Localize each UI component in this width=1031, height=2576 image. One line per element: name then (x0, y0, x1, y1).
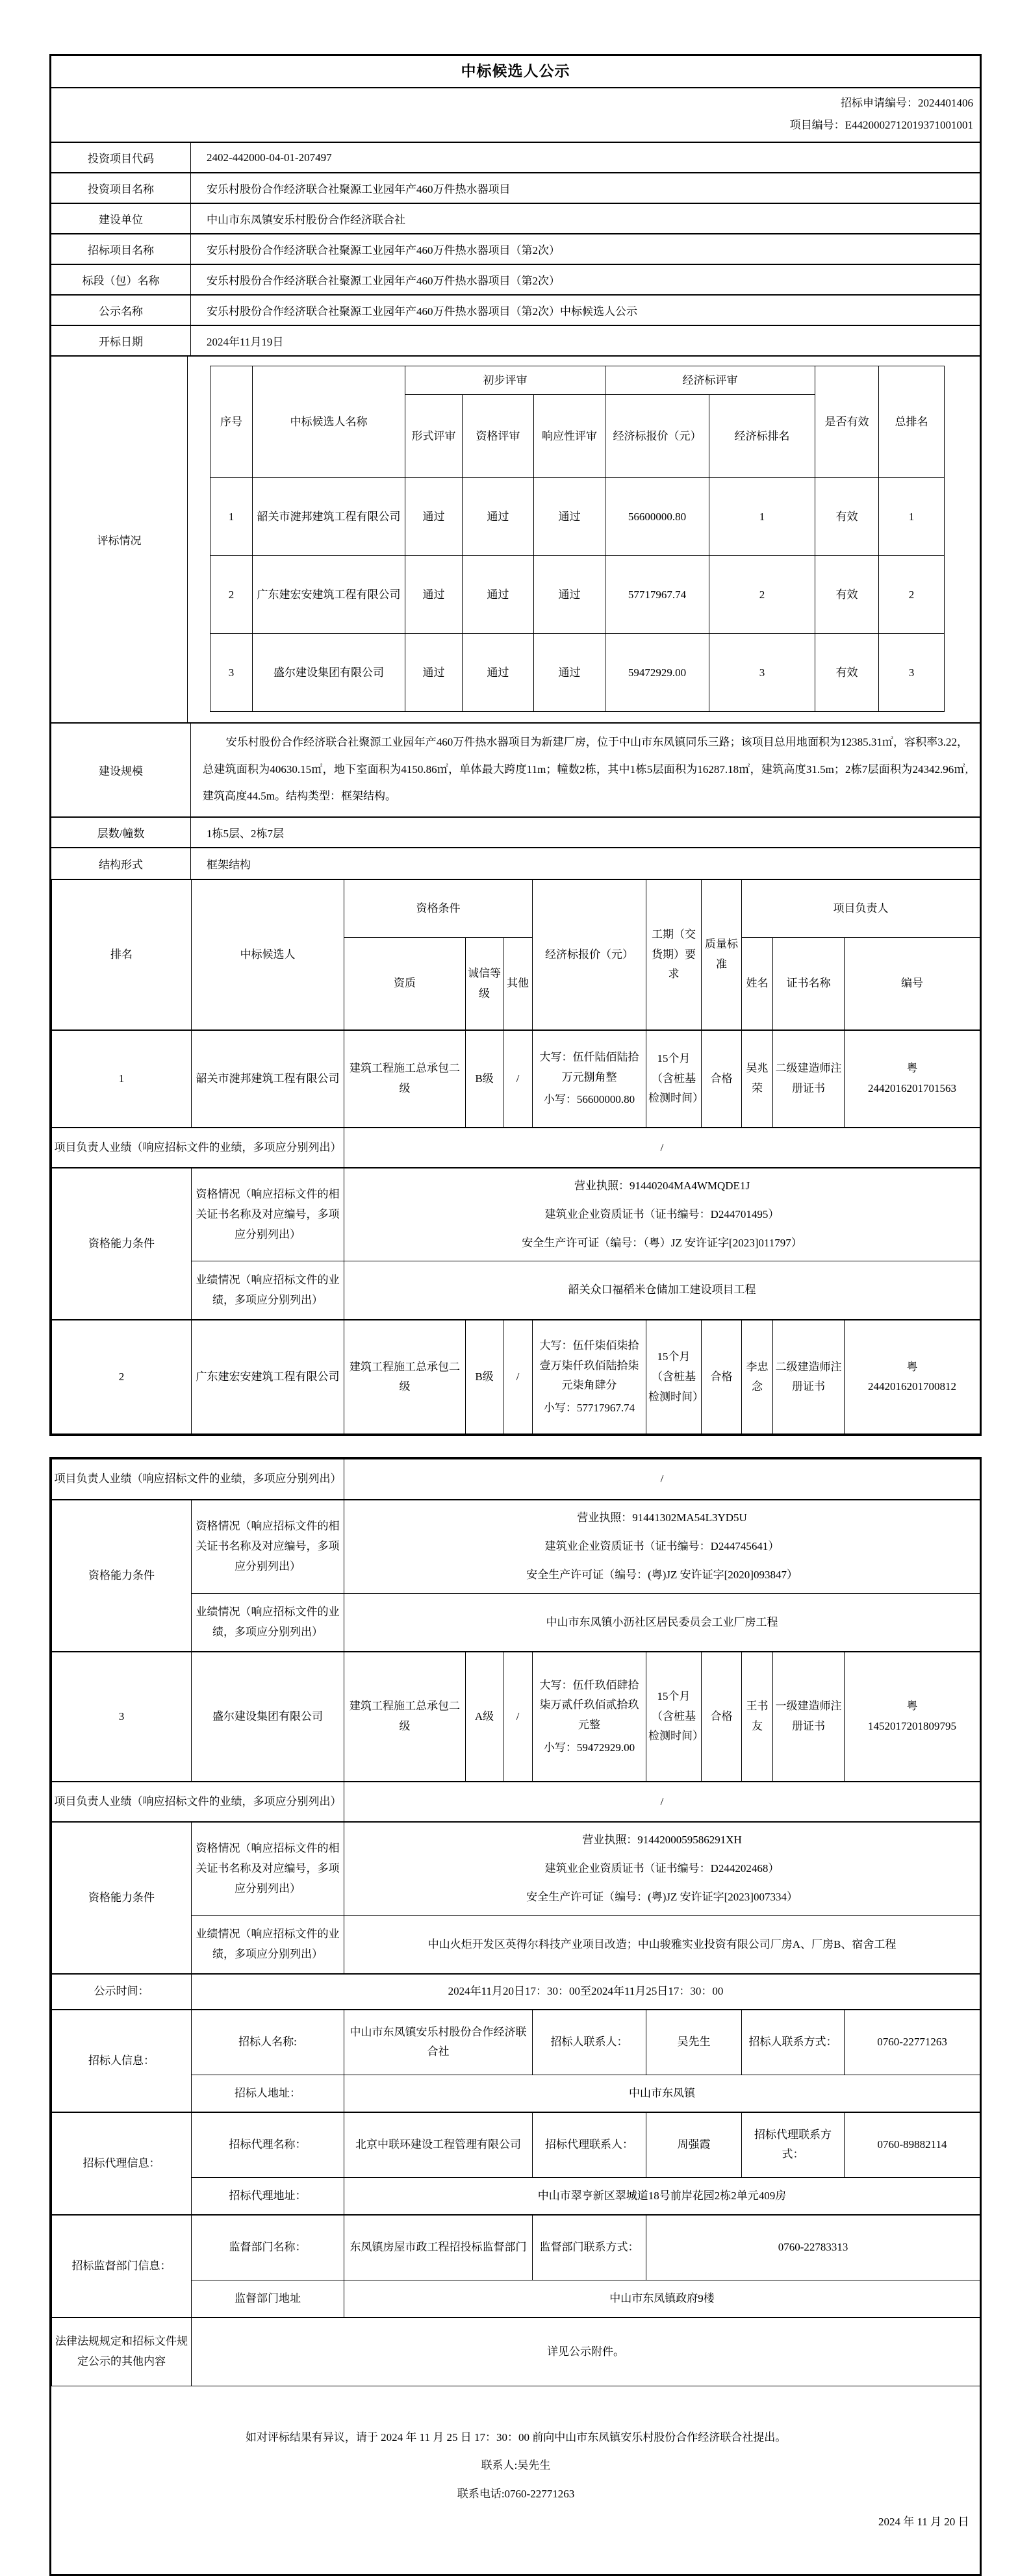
info-row (51, 326, 980, 357)
cert-no-cell (845, 1030, 980, 1128)
other: / (503, 1030, 533, 1128)
info-value: 中山市东凤镇安乐村股份合作经济联合社 (207, 214, 405, 226)
qual-item: 营业执照：91440204MA4WMQDE1J (574, 1179, 750, 1192)
agency-addr: 中山市翠亨新区翠城道18号前岸花园2栋2单元409房 (344, 2177, 980, 2215)
info-value: 安乐村股份合作经济联合社聚源工业园年产460万件热水器项目（第2次） (207, 275, 560, 287)
leader-perf-label: 项目负责人业绩（响应招标文件的业绩，多项应分别列出） (52, 1459, 344, 1500)
qual-items (344, 1822, 980, 1915)
form-review: 通过 (405, 634, 463, 712)
eval-row-1 (210, 478, 945, 556)
seq: 3 (210, 634, 253, 712)
price-words: 大写：伍仟玖佰肆拾柒万贰仟玖佰贰拾玖元整 (539, 1678, 639, 1732)
structure-label: 结构形式 (51, 848, 191, 879)
cert-no: 2442016201701563 (868, 1081, 957, 1094)
candidate-2-qual-status-row (52, 1500, 980, 1593)
col-quality: 质量标准 (702, 879, 742, 1030)
tenderer-row-b (52, 2075, 980, 2112)
supervision-section-label: 招标监督部门信息： (52, 2215, 192, 2317)
announcement-block-1 (49, 54, 982, 1436)
candidate-2-perf-status-row (52, 1593, 980, 1652)
candidate-name: 韶关市湕邦建筑工程有限公司 (253, 478, 405, 556)
col-leader: 项目负责人 (742, 879, 980, 938)
info-row (51, 234, 980, 265)
col-prelim-review: 初步评审 (405, 366, 605, 395)
econ-rank: 2 (709, 556, 815, 634)
qual-status-label: 资格情况（响应招标文件的相关证书名称及对应编号，多项应分别列出） (192, 1168, 344, 1261)
econ-rank: 1 (709, 478, 815, 556)
valid: 有效 (815, 634, 879, 712)
col-rank: 排名 (52, 879, 192, 1030)
info-label: 开标日期 (51, 326, 191, 355)
info-row (51, 296, 980, 326)
publicity-time-row (52, 1974, 980, 2010)
footer-row (52, 2386, 980, 2574)
col-cert: 证书名称 (773, 938, 845, 1030)
agency-section-label: 招标代理信息： (52, 2112, 192, 2215)
candidate-3-main-row (52, 1652, 980, 1782)
agency-name-label: 招标代理名称： (192, 2112, 344, 2177)
info-row (51, 143, 980, 173)
floors-row (51, 818, 980, 848)
scale-label: 建设规模 (51, 724, 191, 816)
perf-status-label: 业绩情况（响应招标文件的业绩，多项应分别列出） (192, 1593, 344, 1652)
form-review: 通过 (405, 556, 463, 634)
page-break-gap (49, 1436, 982, 1457)
price-cell (533, 1030, 646, 1128)
other: / (503, 1652, 533, 1782)
qual-items (344, 1168, 980, 1261)
announcement-date: 2024 年 11 月 20 日 (878, 2516, 969, 2529)
tenderer-section-label: 招标人信息： (52, 2010, 192, 2112)
col-credit: 诚信等级 (466, 938, 503, 1030)
candidate-3-qual-status-row (52, 1822, 980, 1915)
tenderer-contact: 吴先生 (646, 2010, 742, 2075)
tenderer-phone-label: 招标人联系方式： (742, 2010, 845, 2075)
perf-value: 中山火炬开发区英得尔科技产业项目改造；中山骏雅实业投资有限公司厂房A、厂房B、宿舍工程 (344, 1915, 980, 1974)
candidate-1-perf-status-row (52, 1261, 980, 1320)
info-label: 标段（包）名称 (51, 265, 191, 294)
candidate-name: 盛尔建设集团有限公司 (253, 634, 405, 712)
seq: 2 (210, 556, 253, 634)
supervision-row-b (52, 2280, 980, 2317)
info-value: 安乐村股份合作经济联合社聚源工业园年产460万件热水器项目（第2次） (207, 244, 560, 257)
econ-price: 59472929.00 (605, 634, 709, 712)
page-title: 中标候选人公示 (51, 56, 980, 88)
evaluation-section-label: 评标情况 (51, 357, 188, 722)
leader-perf-value: / (344, 1459, 980, 1500)
info-value: 2024年11月19日 (207, 336, 284, 348)
resp-review: 通过 (534, 556, 605, 634)
agency-name: 北京中联环建设工程管理有限公司 (344, 2112, 533, 2177)
doc-numbers (51, 88, 980, 143)
supervision-row-a (52, 2215, 980, 2280)
col-duration: 工期（交货期）要求 (646, 879, 702, 1030)
supervision-name-label: 监督部门名称： (192, 2215, 344, 2280)
valid: 有效 (815, 556, 879, 634)
candidate-detail-table-1 (51, 879, 980, 1435)
econ-price: 57717967.74 (605, 556, 709, 634)
rank: 3 (52, 1652, 192, 1782)
candidate-name: 盛尔建设集团有限公司 (192, 1652, 344, 1782)
price-words: 大写：伍仟柒佰柒拾壹万柒仟玖佰陆拾柒元柒角肆分 (539, 1339, 639, 1392)
credit-grade: B级 (466, 1320, 503, 1434)
candidate-3-perf-status-row (52, 1915, 980, 1974)
info-value: 2402-442000-04-01-207497 (207, 151, 332, 164)
total-rank: 1 (879, 478, 945, 556)
quality: 合格 (702, 1652, 742, 1782)
price-figures: 小写：56600000.80 (543, 1093, 635, 1106)
rank: 1 (52, 1030, 192, 1128)
supervision-addr-label: 监督部门地址 (192, 2280, 344, 2317)
col-form-review: 形式评审 (405, 395, 463, 478)
eval-row-2 (210, 556, 945, 634)
info-label: 建设单位 (51, 204, 191, 233)
resp-review: 通过 (534, 634, 605, 712)
quality: 合格 (702, 1030, 742, 1128)
candidate-2-main-row (52, 1320, 980, 1434)
publicity-value: 2024年11月20日17：30：00至2024年11月25日17：30：00 (192, 1974, 980, 2010)
evaluation-table (210, 366, 945, 712)
qual-status-label: 资格情况（响应招标文件的相关证书名称及对应编号，多项应分别列出） (192, 1822, 344, 1915)
candidate-name: 广东建宏安建筑工程有限公司 (192, 1320, 344, 1434)
candidate-name: 韶关市湕邦建筑工程有限公司 (192, 1030, 344, 1128)
form-review: 通过 (405, 478, 463, 556)
col-price: 经济标报价（元） (533, 879, 646, 1030)
col-candidate-name: 中标候选人名称 (253, 366, 405, 478)
candidate-1-main-row (52, 1030, 980, 1128)
legal-row (52, 2317, 980, 2386)
evaluation-table-wrap (188, 357, 980, 722)
publicity-label: 公示时间： (52, 1974, 192, 2010)
duration: 15个月（含桩基检测时间） (646, 1652, 702, 1782)
qual-item: 建筑业企业资质证书（证书编号：D244745641） (544, 1540, 780, 1553)
info-label: 招标项目名称 (51, 234, 191, 264)
qual-ability-label: 资格能力条件 (52, 1500, 192, 1652)
cert-no-cell (845, 1652, 980, 1782)
price-cell (533, 1320, 646, 1434)
candidate-2-leader-perf-row (52, 1459, 980, 1500)
perf-status-label: 业绩情况（响应招标文件的业绩，多项应分别列出） (192, 1915, 344, 1974)
eval-row-3 (210, 634, 945, 712)
price-figures: 小写：57717967.74 (543, 1401, 635, 1414)
cert-name: 二级建造师注册证书 (773, 1030, 845, 1128)
contact-person: 联系人:吴先生 (481, 2459, 551, 2472)
legal-value: 详见公示附件。 (192, 2317, 980, 2386)
supervision-name: 东凤镇房屋市政工程招投标监督部门 (344, 2215, 533, 2280)
info-row (51, 265, 980, 296)
other: / (503, 1320, 533, 1434)
qual-review: 通过 (463, 478, 534, 556)
floors-label: 层数/幢数 (51, 818, 191, 847)
floors-value: 1栋5层、2栋7层 (207, 827, 284, 840)
col-total-rank: 总排名 (879, 366, 945, 478)
cert-province: 粤 (906, 1360, 918, 1373)
person-name: 王书友 (742, 1652, 773, 1782)
qual-ability-label: 资格能力条件 (52, 1822, 192, 1974)
qual-ability-label: 资格能力条件 (52, 1168, 192, 1320)
cert-no: 2442016201700812 (868, 1380, 957, 1393)
scale-text: 安乐村股份合作经济联合社聚源工业园年产460万件热水器项目为新建厂房，位于中山市东凤镇同乐三路；该项目总用地面积为12385.31㎡，容积率3.22，总建筑面积为40630.15㎡，地下室面积为4150.86㎡，单体最大跨度11m；幢数2栋，其中1栋5层面积为16287.18㎡，建筑高度31.5m；2栋7层面积为24342.96㎡,建筑高度44.5m。结构类型：框架结构。 (203, 736, 968, 803)
price-cell (533, 1652, 646, 1782)
qual-item: 营业执照：91441302MA54L3YD5U (577, 1511, 747, 1524)
qual-item: 安全生产许可证（编号：（粤）JZ 安许证字[2023]011797） (522, 1237, 802, 1250)
candidate-1-qual-status-row (52, 1168, 980, 1261)
total-rank: 2 (879, 556, 945, 634)
col-seq: 序号 (210, 366, 253, 478)
cert-name: 二级建造师注册证书 (773, 1320, 845, 1434)
leader-perf-label: 项目负责人业绩（响应招标文件的业绩，多项应分别列出） (52, 1782, 344, 1822)
tenderer-row-a (52, 2010, 980, 2075)
tenderer-contact-label: 招标人联系人： (533, 2010, 646, 2075)
evaluation-section (51, 357, 980, 724)
credit-grade: A级 (466, 1652, 503, 1782)
total-rank: 3 (879, 634, 945, 712)
candidate-detail-table-2 (51, 1459, 980, 2574)
seq: 1 (210, 478, 253, 556)
perf-status-label: 业绩情况（响应招标文件的业绩，多项应分别列出） (192, 1261, 344, 1320)
agency-row-a (52, 2112, 980, 2177)
col-candidate: 中标候选人 (192, 879, 344, 1030)
price-figures: 小写：59472929.00 (543, 1741, 635, 1754)
apply-number: 招标申请编号：2024401406 (841, 97, 973, 109)
structure-row (51, 848, 980, 879)
tenderer-phone: 0760-22771263 (845, 2010, 980, 2075)
leader-perf-label: 项目负责人业绩（响应招标文件的业绩，多项应分别列出） (52, 1128, 344, 1168)
col-cert-no: 编号 (845, 938, 980, 1030)
col-econ-price: 经济标报价（元） (605, 395, 709, 478)
agency-phone-label: 招标代理联系方式： (742, 2112, 845, 2177)
qualification: 建筑工程施工总承包二级 (344, 1320, 466, 1434)
agency-phone: 0760-89882114 (845, 2112, 980, 2177)
econ-price: 56600000.80 (605, 478, 709, 556)
valid: 有效 (815, 478, 879, 556)
qual-item: 安全生产许可证（编号：(粤)JZ 安许证字[2020]093847） (526, 1569, 798, 1582)
qual-item: 建筑业企业资质证书（证书编号：D244701495） (544, 1208, 780, 1221)
tenderer-name-label: 招标人名称: (192, 2010, 344, 2075)
cert-no-cell (845, 1320, 980, 1434)
col-valid: 是否有效 (815, 366, 879, 478)
tenderer-addr-label: 招标人地址： (192, 2075, 344, 2112)
perf-value: 中山市东凤镇小沥社区居民委员会工业厂房工程 (344, 1593, 980, 1652)
info-row (51, 204, 980, 234)
scale-row (51, 724, 980, 818)
qual-review: 通过 (463, 556, 534, 634)
col-person: 姓名 (742, 938, 773, 1030)
price-words: 大写：伍仟陆佰陆拾万元捌角整 (539, 1051, 639, 1083)
leader-perf-value: / (344, 1782, 980, 1822)
col-econ-rank: 经济标排名 (709, 395, 815, 478)
tenderer-addr: 中山市东凤镇 (344, 2075, 980, 2112)
project-number: 项目编号：E4420002712019371001001 (789, 119, 973, 131)
agency-contact-label: 招标代理联系人： (533, 2112, 646, 2177)
person-name: 李忠念 (742, 1320, 773, 1434)
duration: 15个月（含桩基检测时间） (646, 1030, 702, 1128)
cert-province: 粤 (906, 1062, 918, 1075)
qual-item: 安全生产许可证（编号：(粤)JZ 安许证字[2023]007334） (526, 1891, 798, 1904)
info-label: 投资项目名称 (51, 173, 191, 203)
supervision-phone: 0760-22783313 (646, 2215, 980, 2280)
perf-value: 韶关众口福稻米仓储加工建设项目工程 (344, 1261, 980, 1320)
legal-label: 法律法规规定和招标文件规定公示的其他内容 (52, 2317, 192, 2386)
cert-province: 粤 (906, 1700, 918, 1713)
qual-item: 营业执照：9144200059586291XH (582, 1834, 742, 1847)
agency-row-b (52, 2177, 980, 2215)
col-qualification: 资质 (344, 938, 466, 1030)
structure-value: 框架结构 (207, 858, 251, 871)
col-econ-review: 经济标评审 (605, 366, 815, 395)
info-row (51, 173, 980, 204)
qual-review: 通过 (463, 634, 534, 712)
qual-item: 建筑业企业资质证书（证书编号：D244202468） (544, 1862, 780, 1875)
econ-rank: 3 (709, 634, 815, 712)
qualification: 建筑工程施工总承包二级 (344, 1030, 466, 1128)
person-name: 吴兆荣 (742, 1030, 773, 1128)
info-value: 安乐村股份合作经济联合社聚源工业园年产460万件热水器项目（第2次）中标候选人公示 (207, 305, 637, 318)
col-qual-review: 资格评审 (463, 395, 534, 478)
cert-name: 一级建造师注册证书 (773, 1652, 845, 1782)
candidate-3-leader-perf-row (52, 1782, 980, 1822)
col-other: 其他 (503, 938, 533, 1030)
rank: 2 (52, 1320, 192, 1434)
agency-contact: 周强霞 (646, 2112, 742, 2177)
candidate-1-leader-perf-row (52, 1128, 980, 1168)
leader-perf-value: / (344, 1128, 980, 1168)
qual-items (344, 1500, 980, 1593)
agency-addr-label: 招标代理地址： (192, 2177, 344, 2215)
supervision-phone-label: 监督部门联系方式： (533, 2215, 646, 2280)
cert-no: 1452017201809795 (868, 1720, 957, 1733)
info-value: 安乐村股份合作经济联合社聚源工业园年产460万件热水器项目 (207, 183, 511, 196)
quality: 合格 (702, 1320, 742, 1434)
col-qual-cond: 资格条件 (344, 879, 533, 938)
info-label: 公示名称 (51, 296, 191, 325)
contact-phone: 联系电话:0760-22771263 (457, 2487, 575, 2500)
announcement-block-2 (49, 1457, 982, 2576)
objection-note: 如对评标结果有异议，请于 2024 年 11 月 25 日 17：30：00 前向中山市东凤镇安乐村股份合作经济联合社提出。 (245, 2431, 787, 2443)
qualification: 建筑工程施工总承包二级 (344, 1652, 466, 1782)
qual-status-label: 资格情况（响应招标文件的相关证书名称及对应编号，多项应分别列出） (192, 1500, 344, 1593)
candidate-name: 广东建宏安建筑工程有限公司 (253, 556, 405, 634)
info-label: 投资项目代码 (51, 143, 191, 172)
credit-grade: B级 (466, 1030, 503, 1128)
supervision-addr: 中山市东凤镇政府9楼 (344, 2280, 980, 2317)
resp-review: 通过 (534, 478, 605, 556)
tenderer-name: 中山市东凤镇安乐村股份合作经济联合社 (344, 2010, 533, 2075)
col-resp-review: 响应性评审 (534, 395, 605, 478)
footer-text (52, 2386, 980, 2574)
duration: 15个月（含桩基检测时间） (646, 1320, 702, 1434)
